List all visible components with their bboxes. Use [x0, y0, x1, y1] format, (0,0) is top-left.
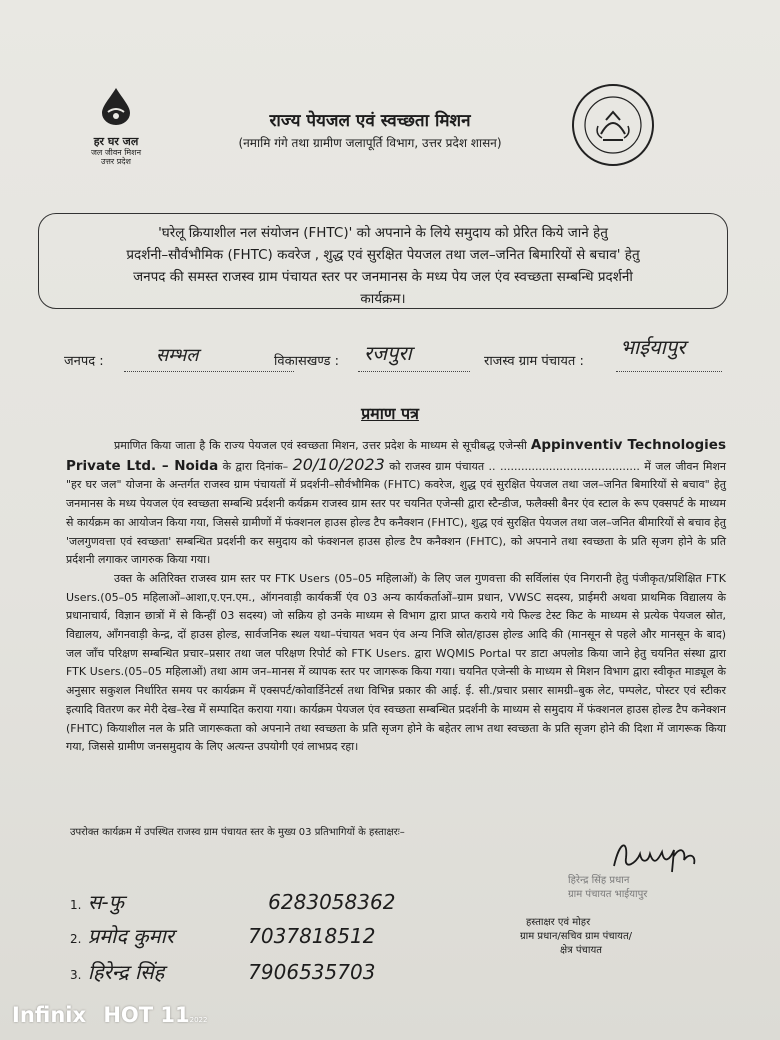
- banner-line-3: जनपद की समस्त राजस्व ग्राम पंचायत स्तर पर जनमानस के मध्य पेय जल एंव स्वच्छता सम्बन्धि प्रदर्शनी: [133, 269, 633, 285]
- block-value: रजपुरा: [364, 341, 412, 365]
- mission-title: राज्य पेयजल एवं स्वच्छता मिशन: [269, 111, 471, 131]
- date-label: के द्वारा दिनांक–: [222, 459, 289, 473]
- up-government-seal-icon: [570, 82, 656, 168]
- signature-label-1: हस्ताक्षर एवं मोहर: [526, 917, 591, 928]
- agency-name: Appinventiv Technologies Private Ltd. – Noida: [66, 437, 727, 474]
- pradhan-signature-icon: [610, 836, 700, 876]
- panchayat-ref: को राजस्व ग्राम पंचायत ..: [389, 459, 496, 473]
- block-label: विकासखण्ड :: [274, 354, 340, 369]
- signature-label: [520, 916, 720, 958]
- program-title-banner: [38, 213, 728, 309]
- watermark-brand: Infinix: [12, 1003, 87, 1027]
- mission-subtitle: (नमामि गंगे तथा ग्रामीण जलापूर्ति विभाग, उत्तर प्रदेश शासन): [238, 136, 502, 150]
- participant-phone: 7906535703: [248, 960, 376, 984]
- panchayat-value: भाईयापुर: [620, 335, 686, 359]
- participant-row: 1. स-फु 6283058362: [70, 890, 396, 914]
- location-fields: [64, 335, 744, 375]
- har-ghar-jal-logo: [76, 86, 156, 166]
- logo-tagline: हर घर जल: [93, 135, 139, 148]
- district-underline: [124, 349, 294, 372]
- paragraph-2: उक्त के अतिरिक्त राजस्व ग्राम स्तर पर FTK Users (05–05 महिलाओं) के लिए जल गुणवत्ता की सर्विलांस एंव निगरानी हेतु पंजीकृत/प्रशिक्षित FTK Users.(05–05 महिलाओं–आशा,ए.एन.एम., ऑगनवाड़ी कार्यकर्त्री एंव 03 अन्य कार्यकर्ताओं–ग्राम प्रधान, VWSC सदस्य, प्राईमरी अथवा प्राथमिक विद्यालय के प्रधानाचार्य, विज्ञान छात्रों में से किन्हीं 03 सदस्य) जो सक्रिय हो उनके माध्यम से विभाग द्वारा प्राप्त कराये गये फिल्ड टेस्ट किट के माध्यम से प्रत्येक पेयजल स्रोत, विद्यालय, आँगनवाड़ी केन्द्र, दों हाउस होल्ड, सार्वजनिक स्थल यथा–पंचायत भवन एंव अन्य निजि स्रोत/हाउस होल्ड आदि की (मानसून से पहले और मानसून के बाद) जल जाँच परिक्षण सम्बन्धित प्रचार–प्रसार तथा जल परिक्षण रिपोर्ट को FTK Users. द्वारा WQMIS Portal पर डाटा अपलोड किया जाने हेतु चयनित संस्था द्वारा FTK Users.(05–05 महिलाओं) तथा आम जन–मानस में व्यापक स्तर पर जागरूक किया गया। चयनित एजेन्सी के माध्यम से मिशन विभाग द्वारा स्वीकृत माड्यूल के अनुसार सकुशल निर्धारित समय पर कार्यक्रम में एक्सपर्ट/कोवार्डिनेटर्स तथा विभिन्न प्रकार की आई. ई. सी./प्रचार प्रसार सामग्री–बुक लेट, पम्पलेट, पोस्टर एवं स्टीकर इत्यादि वितरण कर मेरी देख–रेख में सम्पादित कराया गया। कार्यक्रम पेयजल एंव स्वच्छता सम्बन्धित प्रदर्शनी के माध्यम से समुदाय में फंक्शनल हाउस होल्ड टैप कनेक्शन (FHTC) कियाशील नल के प्रति जागरूकता को अपनाने तथा स्वच्छता के प्रति सृजग होने के बहेतर लाभ तथा स्वच्छता के प्रति सृजग होने की दिशा में जागरूक किया गया, जिससे ग्रामीण जनसमुदाय के लिए अत्यन्त उपयोगी एवं लाभप्रद रहा।: [66, 571, 726, 754]
- certificate-heading: प्रमाण पत्र: [361, 404, 419, 423]
- signature-label-3: क्षेत्र पंचायत: [560, 945, 602, 956]
- participant-row: 2. प्रमोद कुमार 7037818512: [70, 924, 376, 948]
- water-drop-logo-icon: [96, 86, 136, 126]
- watermark-year: 2022: [189, 1016, 208, 1024]
- paragraph-1: [66, 436, 726, 570]
- paragraph-1-intro: प्रमाणित किया जाता है कि राज्य पेयजल एवं स्वच्छता मिशन, उत्तर प्रदेश के माध्यम से सूचीबद्ध एजेन्सी: [114, 439, 527, 452]
- banner-line-1: 'घरेलू क्रियाशील नल संयोजन (FHTC)' को अपनाने के लिये समुदाय को प्रेरित किये जाने हेतु: [158, 225, 608, 241]
- participant-row: 3. हिरेन्द्र सिंह 7906535703: [70, 960, 376, 984]
- logo-subtext: जल जीवन मिशन: [90, 148, 142, 158]
- participant-name: प्रमोद कुमार: [87, 924, 174, 948]
- participant-name: स-फु: [87, 890, 124, 914]
- participants-heading: उपरोक्त कार्यक्रम में उपस्थित राजस्व ग्राम पंचायत स्तर के मुख्य 03 प्रतिभागियों के हस्ताक्षरः–: [70, 827, 405, 838]
- paragraph-1-body: ........................................ में जल जीवन मिशन "हर घर जल" योजना के अन्तर्गत राजस्व ग्राम पंचायतों में प्रदर्शनी–सौर्वभौमिक (FHTC) कवरेज, शुद्ध एवं सुरक्षित पेयजल तथा जल–जनित बिमारियों से बचाव" हेतु जनमानस के मध्य पेयजल एंव स्वच्छता सम्बन्धि प्रर्दशनी कर्यक्रम राजस्व ग्राम स्तर पर चयनित एजेन्सी द्वारा स्टैन्डीज, फलैक्सी बैनर एंव स्टाल के रूप एक्सपर्ट के माध्यम से कार्यक्रम का आयोजन किया गया, जिससे ग्रामीणों में फंक्शनल हाउस होल्ड टैप कनैक्शन (FHTC), शुद्ध एवं सुरक्षित पेयजल तथा जल–जनित बीमारियों से बचाव हेतु 'जलगुणवत्ता एवं स्वच्छता' सम्बन्धित प्रदर्शनी कर समुदाय को फंक्शनल हाउस होल्ड टैप कनैक्शन (FHTC), को अपनाने तथा स्वच्छता के प्रति सृजग होने के प्रति प्रर्दशनी लगाकर जागरुक किया गया।: [66, 459, 727, 567]
- participant-phone: 6283058362: [268, 890, 396, 914]
- camera-watermark: [12, 1003, 207, 1027]
- certificate-body: [66, 436, 726, 757]
- signature-label-2: ग्राम प्रधान/सचिव ग्राम पंचायत/: [520, 931, 633, 942]
- watermark-model: HOT 11: [103, 1003, 190, 1027]
- official-stamp: [568, 874, 718, 902]
- logo-subtext-state: उत्तर प्रदेश: [101, 157, 131, 167]
- district-value: सम्भल: [156, 345, 199, 366]
- stamp-line-1: हिरेन्द्र सिंह प्रधान: [568, 875, 630, 886]
- banner-line-4: कार्यक्रम।: [360, 291, 406, 307]
- participant-phone: 7037818512: [248, 924, 376, 948]
- district-label: जनपद :: [64, 354, 104, 369]
- program-date: 20/10/2023: [292, 454, 385, 474]
- participant-name: हिरेन्द्र सिंह: [87, 960, 165, 984]
- banner-line-2: प्रदर्शनी–सौर्वभौमिक (FHTC) कवरेज , शुद्ध एवं सुरक्षित पेयजल तथा जल–जनित बिमारियों से बचाव' हेतु: [126, 247, 640, 263]
- stamp-line-2: ग्राम पंचायत भाईयापुर: [568, 889, 648, 900]
- panchayat-label: राजस्व ग्राम पंचायत :: [484, 354, 584, 369]
